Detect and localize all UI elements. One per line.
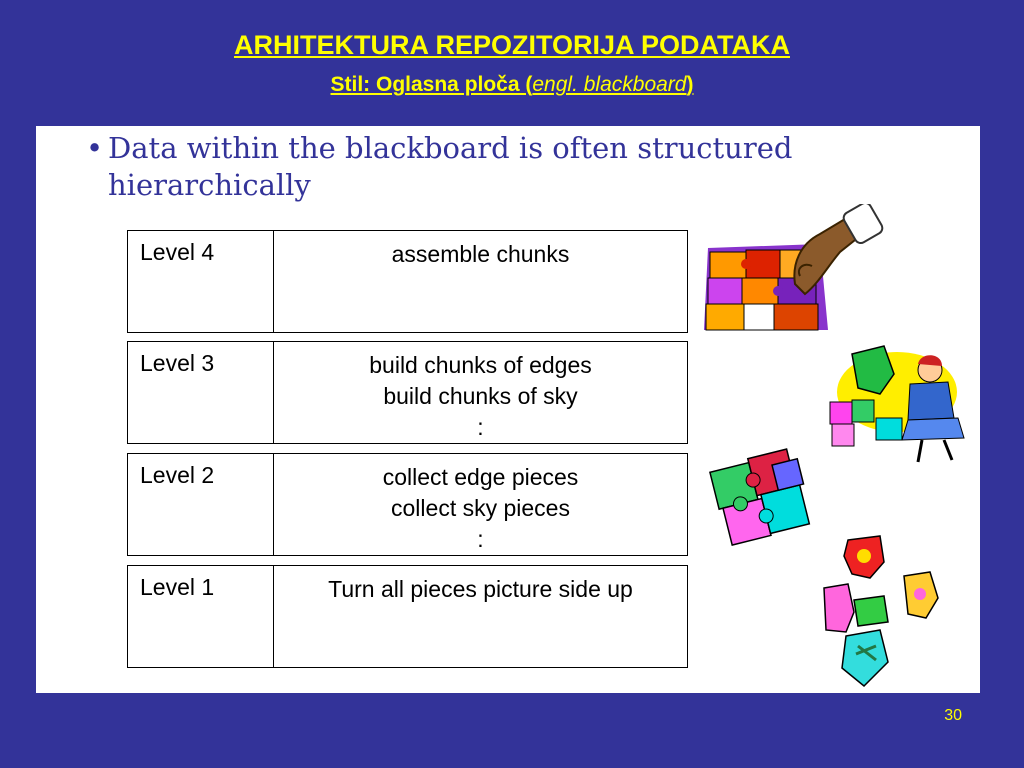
bullet-symbol: • — [86, 131, 104, 165]
page-number: 30 — [944, 707, 962, 724]
level-desc-line: assemble chunks — [391, 241, 570, 267]
level-description — [274, 454, 687, 555]
scattered-puzzle-pieces-icon — [818, 526, 958, 692]
level-row-2 — [127, 453, 688, 556]
level-name: Level 4 — [128, 231, 274, 332]
slide-subtitle — [0, 73, 1024, 97]
bullet-point — [86, 130, 906, 204]
level-name: Level 1 — [128, 566, 274, 667]
level-name: Level 2 — [128, 454, 274, 555]
bullet-text: Data within the blackboard is often structured hierarchically — [108, 131, 793, 202]
woman-puzzle-icon — [822, 334, 972, 466]
level-row-1 — [127, 565, 688, 668]
level-description — [274, 566, 687, 667]
subtitle-suffix: ) — [686, 73, 694, 96]
hand-puzzle-icon — [700, 204, 900, 334]
level-description — [274, 342, 687, 443]
subtitle-prefix: Stil: Oglasna ploča ( — [330, 73, 533, 96]
level-desc-line: : — [477, 414, 484, 440]
level-desc-line: : — [477, 526, 484, 552]
level-row-4 — [127, 230, 688, 333]
slide-title: ARHITEKTURA REPOZITORIJA PODATAKA — [233, 30, 790, 60]
level-desc-line: Turn all pieces picture side up — [328, 576, 633, 602]
level-description — [274, 231, 687, 332]
level-desc-line: build chunks of edges — [369, 352, 592, 378]
level-name: Level 3 — [128, 342, 274, 443]
level-row-3 — [127, 341, 688, 444]
subtitle-italic: engl. blackboard — [532, 73, 687, 96]
level-desc-line: collect edge pieces — [382, 464, 579, 490]
puzzle-square-icon — [704, 446, 824, 552]
level-desc-line: collect sky pieces — [391, 495, 570, 521]
level-desc-line: build chunks of sky — [383, 383, 578, 409]
content-panel — [36, 126, 980, 693]
